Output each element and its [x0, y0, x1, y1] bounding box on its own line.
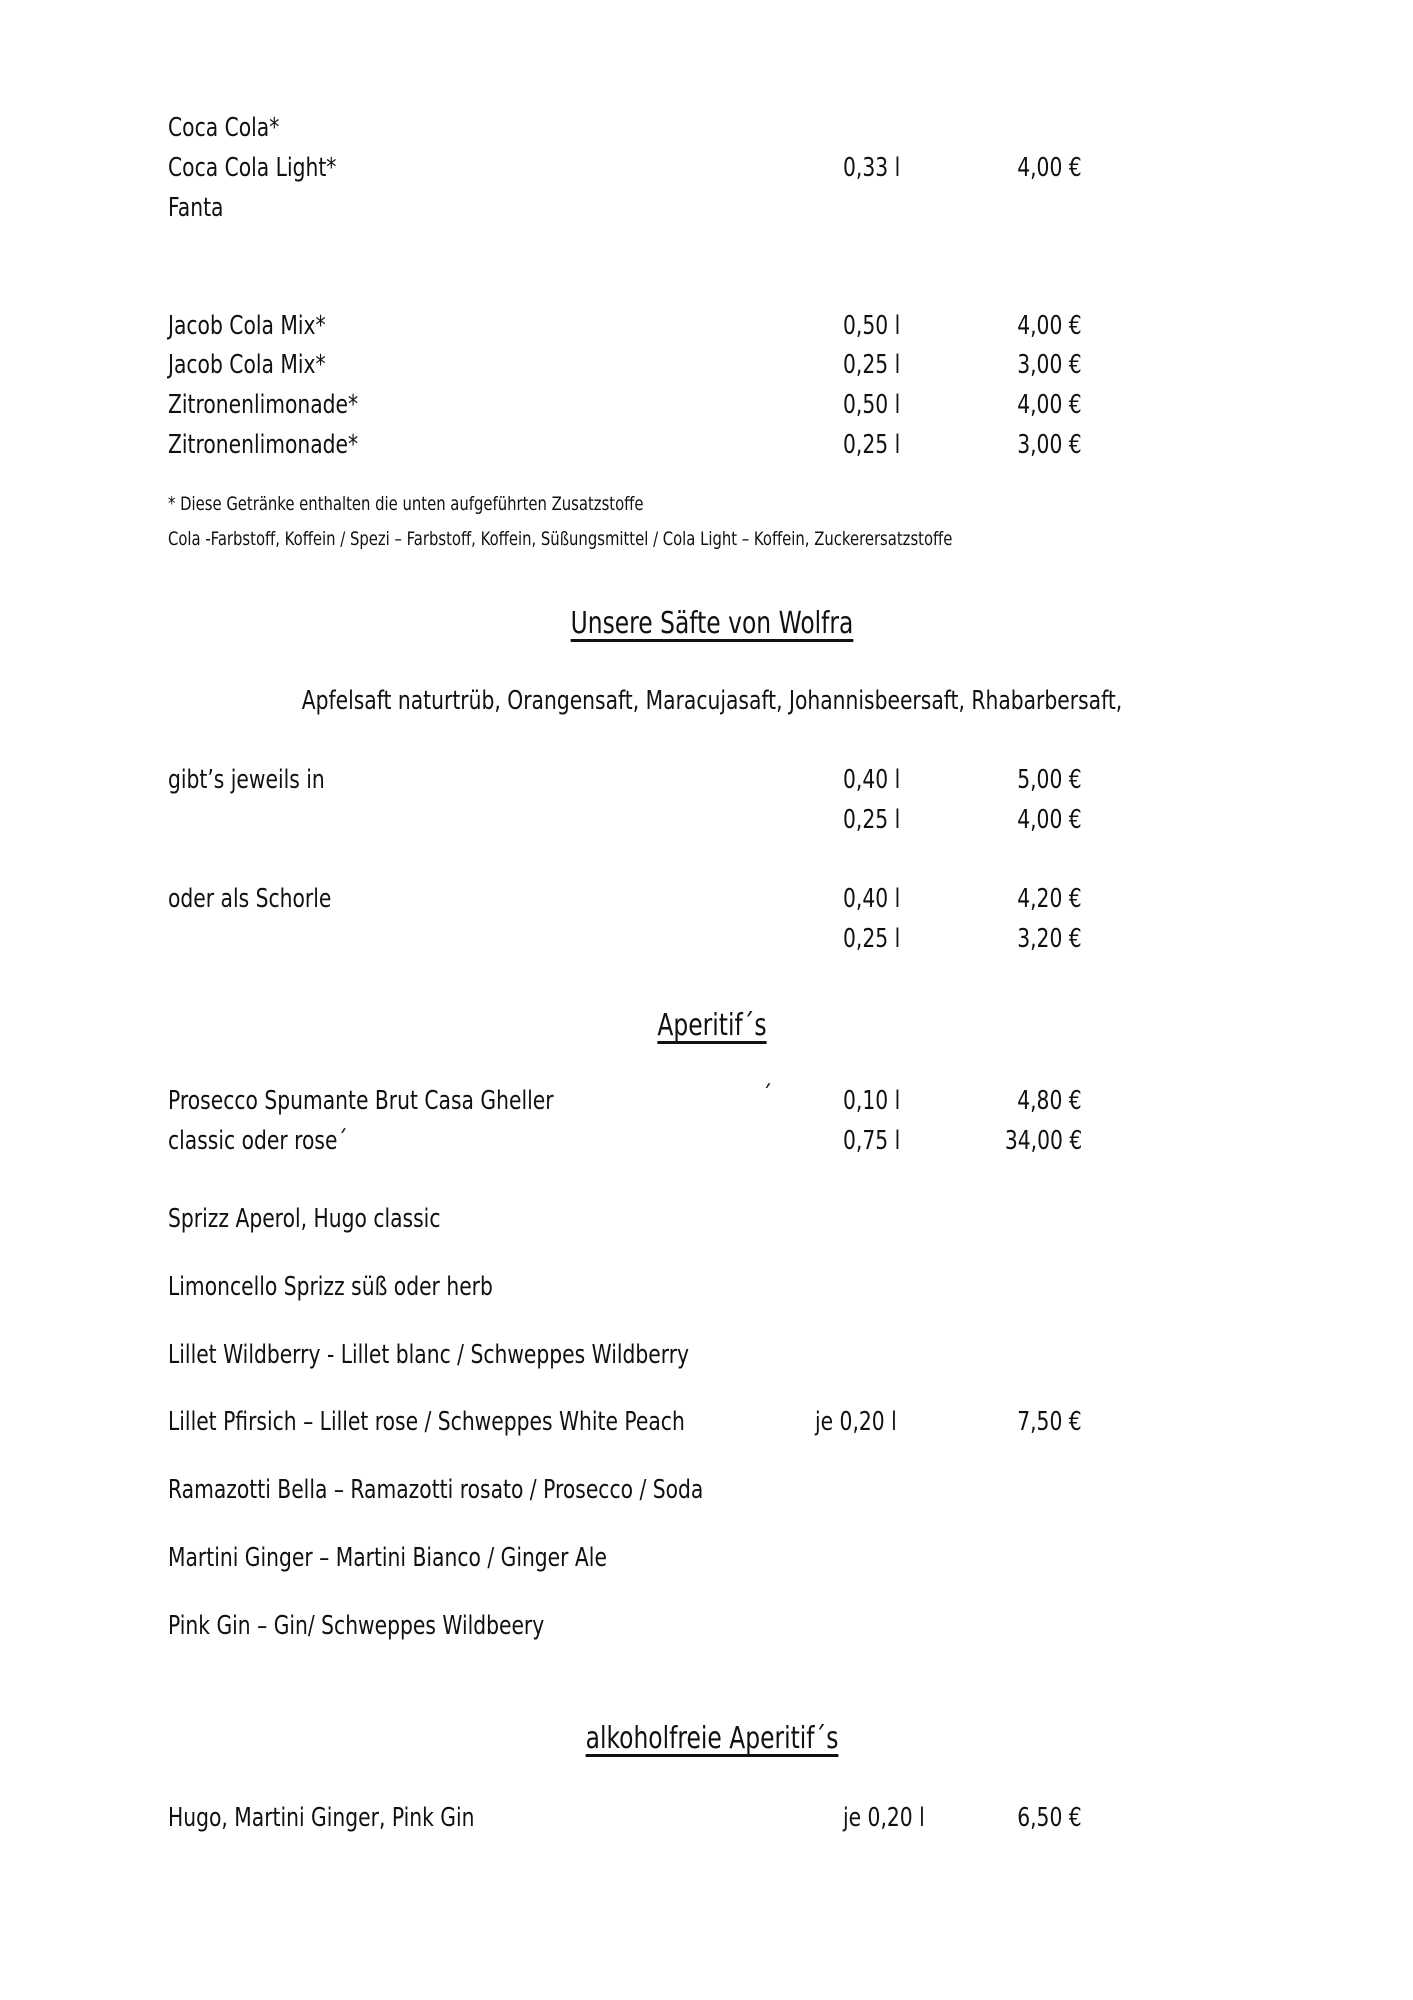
drink-size: 0,25 l [843, 430, 901, 460]
footnote-line: * Diese Getränke enthalten die unten aufgeführten Zusatzstoffe [168, 493, 644, 515]
drink-price: 4,00 € [1017, 311, 1082, 341]
juice-size: 0,40 l [843, 765, 901, 795]
drink-price: 4,00 € [1017, 390, 1082, 420]
drink-price: 4,00 € [1017, 153, 1082, 183]
juice-size: 0,25 l [843, 924, 901, 954]
aperitif-item: Sprizz Aperol, Hugo classic [168, 1204, 441, 1234]
prosecco-mark: ´ [762, 1081, 773, 1111]
prosecco-variant: classic oder rose´ [168, 1126, 348, 1156]
aperitif-item: Limoncello Sprizz süß oder herb [168, 1272, 493, 1302]
aperitif-item: Lillet Wildberry - Lillet blanc / Schweppes Wildberry [168, 1340, 690, 1370]
drink-price: 3,00 € [1017, 350, 1082, 380]
footnote-line: Cola -Farbstoff, Koffein / Spezi – Farbstoff, Koffein, Süßungsmittel / Cola Light – Koffein, Zuckerersatzstoffe [168, 528, 953, 550]
drink-size: 0,33 l [843, 153, 901, 183]
drink-name: Jacob Cola Mix* [168, 350, 326, 380]
prosecco-price: 34,00 € [1004, 1126, 1082, 1156]
nonalcoholic-item: Hugo, Martini Ginger, Pink Gin [168, 1803, 475, 1833]
drink-size: 0,25 l [843, 350, 901, 380]
drink-name: Fanta [168, 193, 224, 223]
drink-price: 3,00 € [1017, 430, 1082, 460]
aperitif-item: Martini Ginger – Martini Bianco / Ginger Ale [168, 1543, 607, 1573]
aperitif-size: je 0,20 l [815, 1407, 897, 1437]
drink-name: Coca Cola* [168, 113, 280, 143]
aperitif-item: Pink Gin – Gin/ Schweppes Wildbeery [168, 1611, 545, 1641]
juice-list: Apfelsaft naturtrüb, Orangensaft, Maracujasaft, Johannisbeersaft, Rhabarbersaft, [301, 686, 1123, 716]
aperitif-price: 7,50 € [1017, 1407, 1082, 1437]
section-heading-aperitifs: Aperitif´s [657, 1008, 767, 1043]
juice-label: gibt’s jeweils in [168, 765, 325, 795]
section-heading-juices: Unsere Säfte von Wolfra [570, 606, 854, 641]
prosecco-name: Prosecco Spumante Brut Casa Gheller [168, 1086, 554, 1116]
prosecco-price: 4,80 € [1017, 1086, 1082, 1116]
drink-size: 0,50 l [843, 390, 901, 420]
juice-label: oder als Schorle [168, 884, 332, 914]
drink-size: 0,50 l [843, 311, 901, 341]
juice-price: 4,20 € [1017, 884, 1082, 914]
drink-name: Coca Cola Light* [168, 153, 337, 183]
juice-size: 0,25 l [843, 805, 901, 835]
nonalcoholic-price: 6,50 € [1017, 1803, 1082, 1833]
drink-name: Zitronenlimonade* [168, 430, 359, 460]
section-heading-nonalcoholic: alkoholfreie Aperitif´s [585, 1721, 839, 1756]
juice-size: 0,40 l [843, 884, 901, 914]
drink-name: Zitronenlimonade* [168, 390, 359, 420]
drink-name: Jacob Cola Mix* [168, 311, 326, 341]
aperitif-item: Lillet Pfirsich – Lillet rose / Schweppes White Peach [168, 1407, 685, 1437]
juice-price: 4,00 € [1017, 805, 1082, 835]
aperitif-item: Ramazotti Bella – Ramazotti rosato / Prosecco / Soda [168, 1475, 704, 1505]
nonalcoholic-size: je 0,20 l [843, 1803, 925, 1833]
juice-price: 3,20 € [1017, 924, 1082, 954]
prosecco-size: 0,75 l [843, 1126, 901, 1156]
prosecco-size: 0,10 l [843, 1086, 901, 1116]
juice-price: 5,00 € [1017, 765, 1082, 795]
